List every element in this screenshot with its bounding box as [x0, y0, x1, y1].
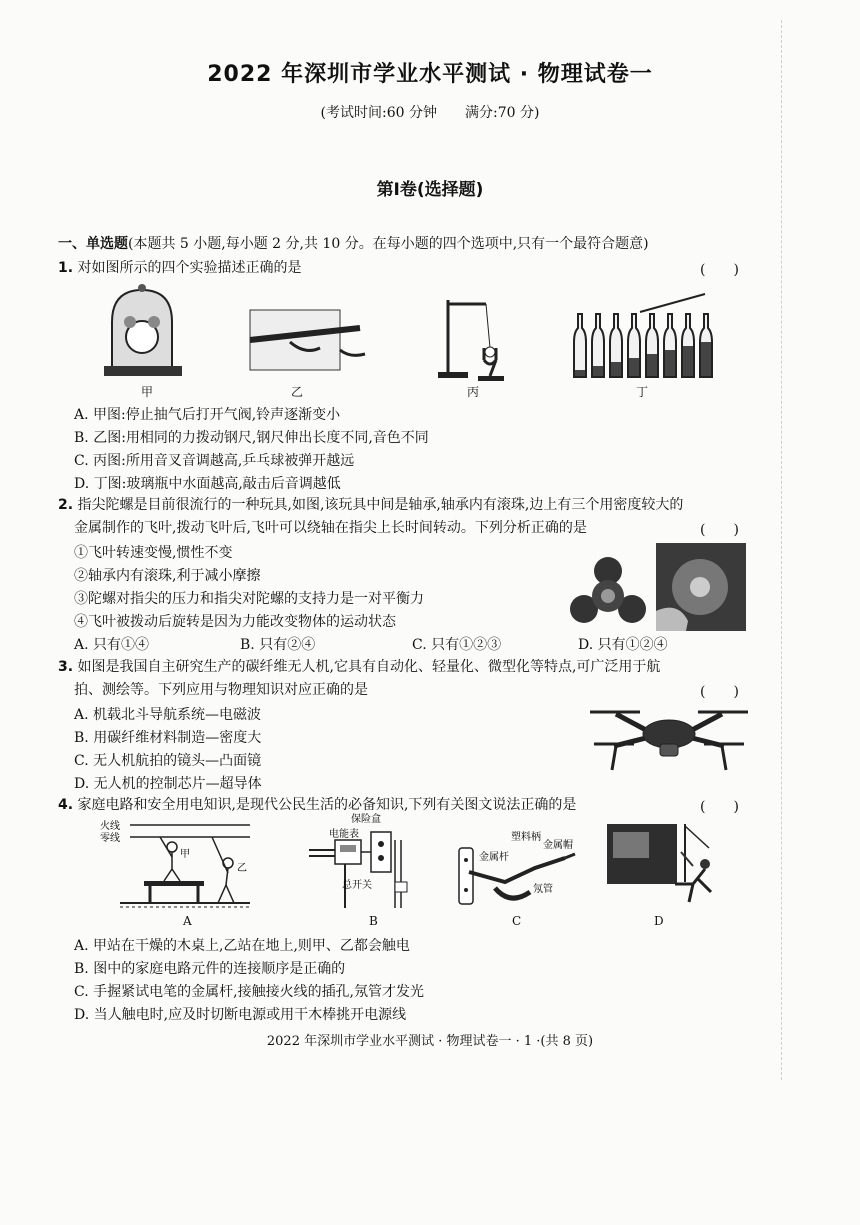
section-header — [58, 235, 649, 253]
figure-c-test-pen — [455, 828, 595, 913]
question-3-stem-line-1 — [58, 658, 660, 676]
question-3-option-b: B. 用碳纤维材料制造—密度大 — [74, 730, 262, 746]
figure-label-bing: 丙 — [467, 385, 480, 399]
question-text: 指尖陀螺是目前很流行的一种玩具,如图,该玩具中间是轴承,轴承内有滚珠,边上有三个用密度较大的 — [77, 497, 684, 513]
figure-label-yi: 乙 — [291, 385, 304, 399]
spinner-illustration — [570, 557, 646, 623]
question-2-stem-line-1 — [58, 496, 683, 514]
figure-label-jia: 甲 — [141, 385, 154, 399]
bottles-figure — [574, 294, 712, 377]
question-1-option-a: A. 甲图:停止抽气后打开气阀,铃声逐渐变小 — [74, 407, 341, 423]
question-1-stem — [58, 259, 302, 277]
question-text: 如图是我国自主研究生产的碳纤维无人机,它具有自动化、轻量化、微型化等特点,可广泛用于航 — [77, 659, 661, 675]
question-1-figures — [100, 282, 740, 382]
page-footer: 2022 年深圳市学业水平测试 · 物理试卷一 · 1 ·(共 8 页) — [266, 1034, 594, 1049]
page-title: 2022 年深圳市学业水平测试 · 物理试卷一 — [207, 62, 653, 87]
question-text: 对如图所示的四个实验描述正确的是 — [77, 260, 302, 276]
figure-label-a: A — [183, 914, 192, 928]
label-plastic-handle: 塑料柄 — [511, 832, 541, 843]
question-3-stem-line-2: 拍、测绘等。下列应用与物理知识对应正确的是 — [74, 682, 368, 698]
question-3-option-a: A. 机载北斗导航系统—电磁波 — [74, 707, 262, 723]
part-title: 第Ⅰ卷(选择题) — [376, 180, 484, 200]
question-2-stem-line-2: 金属制作的飞叶,拨动飞叶后,飞叶可以绕轴在指尖上长时间转动。下列分析正确的是 — [74, 520, 587, 536]
answer-blank: ( ) — [700, 684, 739, 700]
label-main-switch: 总开关 — [342, 880, 372, 891]
label-neutral-wire: 零线 — [100, 833, 120, 844]
label-metal-rod: 金属杆 — [479, 852, 509, 863]
question-4-option-a: A. 甲站在干燥的木桌上,乙站在地上,则甲、乙都会触电 — [74, 938, 410, 954]
figure-label-c: C — [512, 914, 522, 928]
question-number: 3. — [58, 659, 74, 675]
question-number: 2. — [58, 497, 74, 513]
label-live-wire: 火线 — [100, 821, 120, 832]
figure-label-ding: 丁 — [636, 385, 649, 399]
label-person-b: 乙 — [237, 863, 247, 874]
question-2-statement-4: ④飞叶被拨动后旋转是因为力能改变物体的运动状态 — [74, 614, 396, 630]
finger-photo — [656, 543, 746, 631]
question-number: 1. — [58, 260, 74, 276]
question-text: 家庭电路和安全用电知识,是现代公民生活的必备知识,下列有关图文说法正确的是 — [77, 797, 577, 813]
answer-blank: ( ) — [700, 799, 739, 815]
figure-a-electric-shock — [100, 815, 260, 915]
question-3-option-d: D. 无人机的控制芯片—超导体 — [74, 776, 262, 792]
figure-b-household-circuit — [305, 810, 415, 915]
question-1-option-b: B. 乙图:用相同的力拨动钢尺,钢尺伸出长度不同,音色不同 — [74, 430, 429, 446]
figure-label-b: B — [369, 914, 378, 928]
label-neon-tube: 氖管 — [533, 884, 553, 895]
fidget-spinner-figure — [568, 541, 748, 633]
question-3-option-c: C. 无人机航拍的镜头—凸面镜 — [74, 753, 262, 769]
figure-d-rescue — [605, 822, 715, 912]
question-4-option-d: D. 当人触电时,应及时切断电源或用干木棒挑开电源线 — [74, 1007, 407, 1023]
question-1-option-d: D. 丁图:玻璃瓶中水面越高,敲击后音调越低 — [74, 476, 341, 492]
question-1-option-c: C. 丙图:所用音叉音调越高,乒乓球被弹开越远 — [74, 453, 355, 469]
label-person-a: 甲 — [180, 849, 190, 860]
question-4-option-c: C. 手握紧试电笔的金属杆,接触接火线的插孔,氖管才发光 — [74, 984, 425, 1000]
question-2-option-b: B. 只有②④ — [240, 637, 316, 653]
question-2-option-c: C. 只有①②③ — [412, 637, 502, 653]
figure-label-d: D — [654, 914, 664, 928]
question-2-option-a: A. 只有①④ — [74, 637, 150, 653]
question-2-statement-2: ②轴承内有滚珠,利于减小摩擦 — [74, 568, 261, 584]
exam-info: (考试时间:60 分钟 满分:70 分) — [320, 105, 540, 121]
section-label: 一、单选题 — [58, 236, 128, 252]
question-2-option-d: D. 只有①②④ — [578, 637, 668, 653]
section-instruction: (本题共 5 小题,每小题 2 分,共 10 分。在每小题的四个选项中,只有一个最符合题意) — [128, 236, 649, 252]
question-number: 4. — [58, 797, 74, 813]
steel-ruler-figure — [250, 310, 365, 370]
answer-blank: ( ) — [700, 262, 739, 278]
answer-blank: ( ) — [700, 522, 739, 538]
question-4-option-b: B. 图中的家庭电路元件的连接顺序是正确的 — [74, 961, 346, 977]
question-2-statement-1: ①飞叶转速变慢,惯性不变 — [74, 545, 233, 561]
label-fuse-box: 保险盒 — [351, 814, 381, 825]
question-2-statement-3: ③陀螺对指尖的压力和指尖对陀螺的支持力是一对平衡力 — [74, 591, 424, 607]
tuning-fork-figure — [438, 300, 504, 381]
label-meter: 电能表 — [329, 829, 359, 840]
drone-figure — [580, 700, 760, 778]
bell-jar-figure — [104, 284, 182, 376]
label-metal-cap: 金属帽 — [543, 840, 573, 851]
